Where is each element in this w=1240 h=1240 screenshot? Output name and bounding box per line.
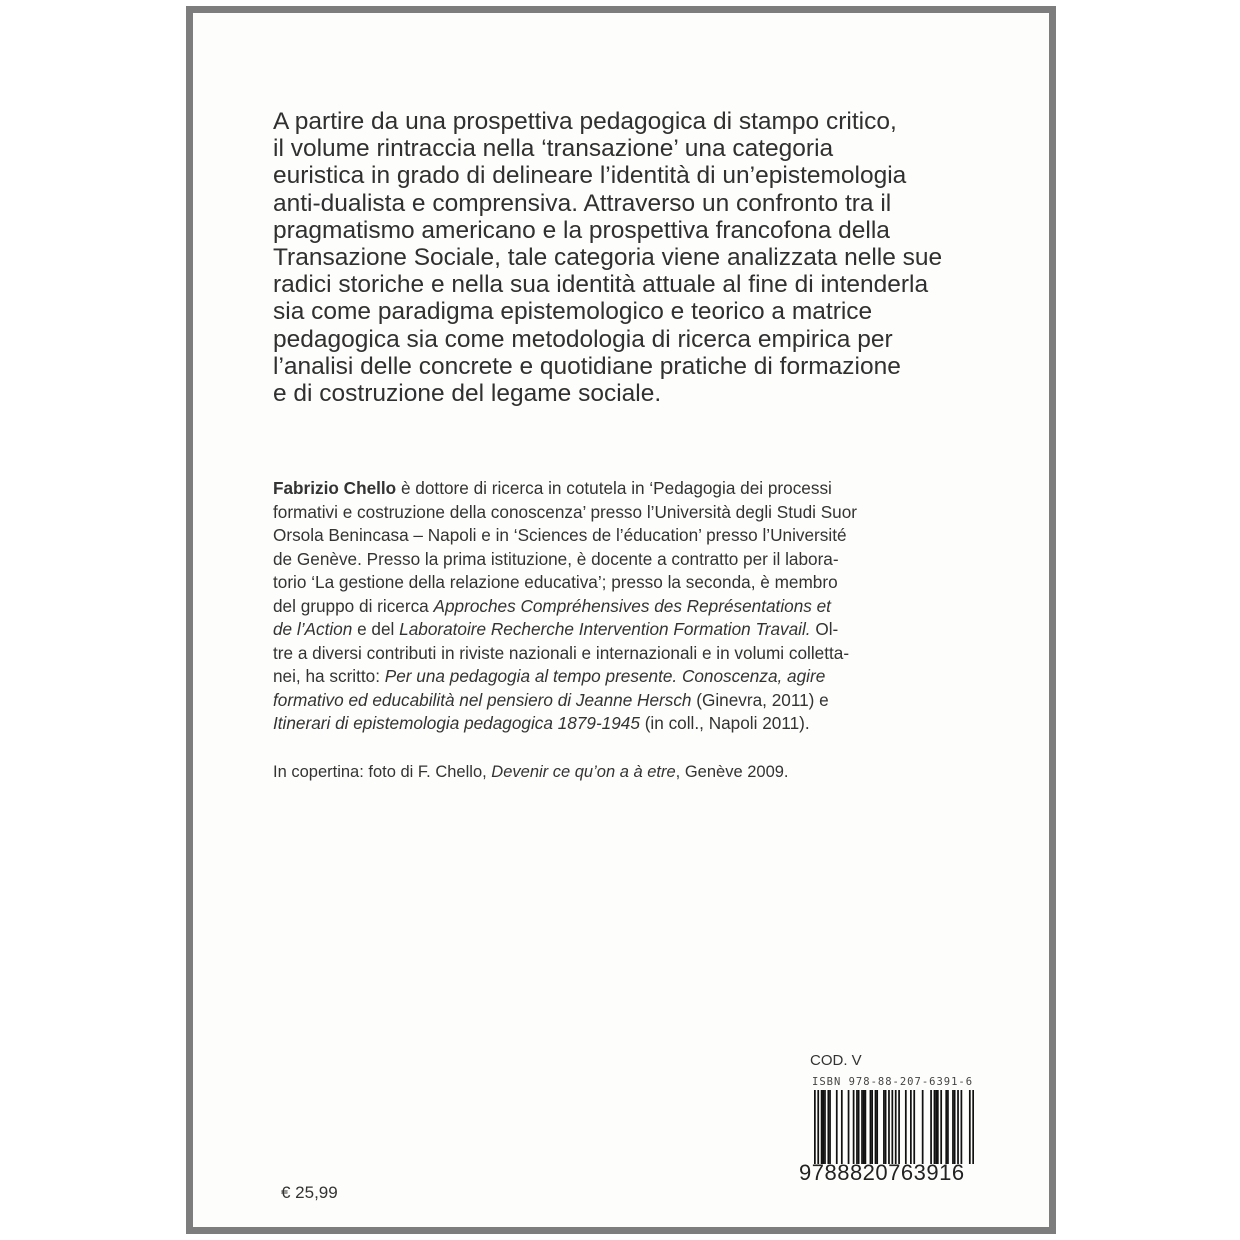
barcode-bar: [972, 1090, 974, 1164]
synopsis-line: e di costruzione del legame sociale.: [273, 380, 662, 408]
bio-line: Fabrizio Chello è dottore di ricerca in cotutela in ‘Pedagogia dei processi: [273, 478, 832, 498]
synopsis-paragraph: [273, 108, 973, 407]
bio-line: del gruppo di ricerca Approches Compréhensives des Représentations et: [273, 595, 831, 616]
barcode-bar: [895, 1090, 897, 1164]
barcode-bar: [940, 1090, 942, 1164]
barcode-bar: [961, 1090, 963, 1164]
barcode-bar: [937, 1090, 939, 1164]
barcode-bar: [861, 1090, 863, 1164]
synopsis-line: Transazione Sociale, tale categoria viene analizzata nelle sue: [273, 244, 943, 272]
barcode-bar: [913, 1090, 915, 1164]
barcode-bar: [841, 1090, 843, 1164]
barcode-digits: 9788820763916: [799, 1160, 965, 1185]
bio-line: torio ‘La gestione della relazione educativa’; presso la seconda, è membro: [273, 572, 838, 592]
barcode-bar: [822, 1090, 824, 1164]
barcode-bar: [870, 1090, 872, 1164]
barcode-bar: [947, 1090, 949, 1164]
barcode-bar: [853, 1090, 855, 1164]
barcode-bar: [865, 1090, 867, 1164]
barcode-bar: [885, 1090, 887, 1164]
author-name: Fabrizio Chello: [273, 478, 397, 498]
synopsis-line: il volume rintraccia nella ‘transazione’ una categoria: [273, 135, 834, 163]
barcode-bar: [898, 1090, 900, 1164]
synopsis-line: radici storiche e nella sua identità attuale al fine di intenderla: [273, 271, 929, 299]
bio-line: Itinerari di epistemologia pedagogica 1879-1945 (in coll., Napoli 2011).: [273, 713, 810, 733]
bio-line: de Genève. Presso la prima istituzione, è docente a contratto per il labora-: [273, 548, 839, 569]
isbn-label: ISBN 978-88-207-6391-6: [812, 1076, 974, 1088]
barcode-bar: [814, 1090, 816, 1164]
barcode-bar: [883, 1090, 885, 1164]
barcode-bar: [836, 1090, 838, 1164]
synopsis-line: pedagogica sia come metodologia di ricerca empirica per: [273, 325, 893, 353]
barcode-bar: [871, 1090, 873, 1164]
barcode-bar: [888, 1090, 890, 1164]
barcode-bar: [858, 1090, 860, 1164]
price-label: € 25,99: [281, 1183, 338, 1202]
synopsis-line: sia come paradigma epistemologico e teorico a matrice: [273, 298, 873, 326]
barcode-bar: [824, 1090, 826, 1164]
author-bio: [273, 477, 993, 736]
barcode-bar: [934, 1090, 936, 1164]
synopsis-line: anti-dualista e comprensiva. Attraverso un confronto tra il: [273, 189, 892, 217]
barcode-bar: [952, 1090, 954, 1164]
bio-line: formativo ed educabilità nel pensiero di Jeanne Hersch (Ginevra, 2011) e: [273, 689, 829, 710]
synopsis-line: A partire da una prospettiva pedagogica di stampo critico,: [273, 108, 897, 135]
barcode-bar: [817, 1090, 819, 1164]
barcode-bar: [930, 1090, 932, 1164]
barcode-icon: [814, 1090, 974, 1164]
barcode-bar: [945, 1090, 947, 1164]
barcode-bar: [875, 1090, 877, 1164]
barcode-bar: [957, 1090, 959, 1164]
barcode-bar: [891, 1090, 893, 1164]
cover-photo-credit: In copertina: foto di F. Chello, Devenir ce qu’on a à etre, Genève 2009.: [273, 763, 789, 781]
barcode-bar: [910, 1090, 912, 1164]
barcode-bar: [863, 1090, 865, 1164]
bio-line: Orsola Benincasa – Napoli e in ‘Sciences de l’éducation’ presso l’Université: [273, 525, 847, 545]
bio-line: de l’Action e del Laboratoire Recherche Intervention Formation Travail. Ol-: [273, 619, 839, 639]
barcode-bar: [876, 1090, 878, 1164]
synopsis-line: l’analisi delle concrete e quotidiane pratiche di formazione: [273, 352, 901, 380]
bio-line: tre a diversi contributi in riviste nazionali e internazionali e in volumi colletta-: [273, 642, 850, 663]
cod-label: COD. V: [810, 1052, 862, 1069]
barcode-bar: [969, 1090, 971, 1164]
barcode-bar: [905, 1090, 907, 1164]
synopsis-line: pragmatismo americano e la prospettiva francofona della: [273, 216, 890, 244]
barcode-bar: [827, 1090, 829, 1164]
barcode-bar: [829, 1090, 831, 1164]
bio-line: nei, ha scritto: Per una pedagogia al tempo presente. Conoscenza, agire: [273, 666, 826, 686]
barcode-bar: [856, 1090, 858, 1164]
barcode-bar: [935, 1090, 937, 1164]
barcode-bar: [954, 1090, 956, 1164]
bio-line: formativi e costruzione della conoscenza’ presso l’Università degli Studi Suor: [273, 501, 858, 522]
synopsis-line: euristica in grado di delineare l’identità di un’epistemologia: [273, 162, 907, 190]
barcode-bar: [821, 1090, 823, 1164]
barcode-bar: [848, 1090, 850, 1164]
barcode-bar: [922, 1090, 924, 1164]
